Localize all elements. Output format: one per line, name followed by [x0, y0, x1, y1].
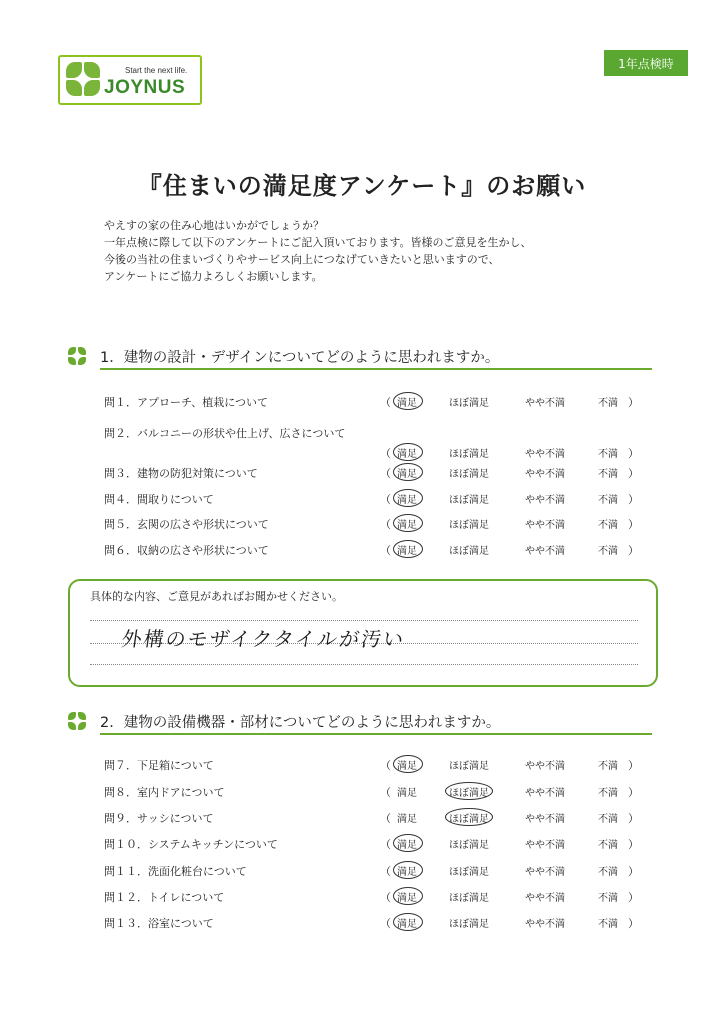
question-label: 問６．収納の広さや形状について: [104, 544, 269, 557]
question-label: 問１０．システムキッチンについて: [104, 838, 278, 851]
paren-open: （: [380, 838, 391, 851]
option-somewhat-dissatisfied[interactable]: やや不満: [525, 495, 565, 506]
intro-line: アンケートにご協力よろしくお願いします。: [104, 270, 323, 283]
paren-open: （: [380, 812, 391, 825]
intro-line: 一年点検に際して以下のアンケートにご記入頂いております。皆様のご意見を生かし、: [104, 236, 532, 249]
answer-circle-mark: [393, 834, 423, 852]
option-somewhat-dissatisfied[interactable]: やや不満: [525, 449, 565, 460]
intro-line: やえすの家の住み心地はいかがでしょうか？: [104, 219, 324, 232]
paren-close: ）: [628, 396, 639, 409]
option-mostly-satisfied[interactable]: ほぼ満足: [449, 919, 489, 930]
option-satisfied[interactable]: 満足: [397, 919, 417, 930]
question-row: [104, 889, 644, 907]
handwritten-comment: 外構のモザイクタイルが汚い: [120, 627, 407, 651]
section2-title: 2．建物の設備機器・部材についてどのように思われますか。: [100, 714, 501, 731]
option-satisfied[interactable]: 満足: [397, 761, 417, 772]
option-dissatisfied[interactable]: 不満: [598, 546, 618, 557]
question-row: [104, 542, 644, 560]
question-label: 問８．室内ドアについて: [104, 786, 225, 799]
comment-line: [90, 664, 638, 665]
section1-title: 1．建物の設計・デザインについてどのように思われますか。: [100, 349, 500, 366]
paren-open: （: [380, 917, 391, 930]
option-mostly-satisfied[interactable]: ほぼ満足: [449, 398, 489, 409]
answer-circle-mark: [393, 463, 423, 481]
option-dissatisfied[interactable]: 不満: [598, 398, 618, 409]
option-somewhat-dissatisfied[interactable]: やや不満: [525, 469, 565, 480]
option-somewhat-dissatisfied[interactable]: やや不満: [525, 919, 565, 930]
question-label: 問１３．浴室について: [104, 917, 214, 930]
option-satisfied[interactable]: 満足: [397, 546, 417, 557]
option-dissatisfied[interactable]: 不満: [598, 495, 618, 506]
option-satisfied[interactable]: 満足: [397, 788, 417, 799]
section1-divider: [100, 368, 652, 370]
answer-circle-mark: [393, 887, 423, 905]
option-satisfied[interactable]: 満足: [397, 867, 417, 878]
option-dissatisfied[interactable]: 不満: [598, 919, 618, 930]
comment-prompt: 具体的な内容、ご意見があればお聞かせください。: [90, 590, 343, 603]
option-mostly-satisfied[interactable]: ほぼ満足: [449, 867, 489, 878]
option-dissatisfied[interactable]: 不満: [598, 867, 618, 878]
option-mostly-satisfied[interactable]: ほぼ満足: [449, 893, 489, 904]
question-row: [104, 427, 644, 463]
option-somewhat-dissatisfied[interactable]: やや不満: [525, 788, 565, 799]
question-label: 問１１．洗面化粧台について: [104, 865, 247, 878]
clover-leaf-icon: [66, 62, 82, 78]
paren-close: ）: [628, 786, 639, 799]
option-somewhat-dissatisfied[interactable]: やや不満: [525, 761, 565, 772]
option-mostly-satisfied[interactable]: ほぼ満足: [449, 788, 489, 799]
paren-open: （: [380, 396, 391, 409]
answer-circle-mark: [393, 392, 423, 410]
option-satisfied[interactable]: 満足: [397, 893, 417, 904]
logo-brand: JOYNUS: [104, 77, 186, 98]
answer-circle-mark: [393, 755, 423, 773]
option-somewhat-dissatisfied[interactable]: やや不満: [525, 893, 565, 904]
answer-circle-mark: [393, 489, 423, 507]
option-somewhat-dissatisfied[interactable]: やや不満: [525, 520, 565, 531]
question-row: [104, 491, 644, 509]
question-row: [104, 757, 644, 775]
answer-circle-mark: [445, 808, 493, 826]
logo-tagline: Start the next life.: [125, 66, 188, 75]
question-label: 問９．サッシについて: [104, 812, 214, 825]
section2-divider: [100, 733, 652, 735]
paren-close: ）: [628, 812, 639, 825]
section2-heading: [68, 711, 500, 731]
question-row: [104, 516, 644, 534]
option-mostly-satisfied[interactable]: ほぼ満足: [449, 546, 489, 557]
question-label: 問５．玄関の広さや形状について: [104, 518, 269, 531]
question-row: [104, 465, 644, 483]
paren-open: （: [380, 467, 391, 480]
option-dissatisfied[interactable]: 不満: [598, 814, 618, 825]
option-mostly-satisfied[interactable]: ほぼ満足: [449, 840, 489, 851]
option-satisfied[interactable]: 満足: [397, 814, 417, 825]
inspection-badge: 1年点検時: [604, 50, 688, 76]
option-satisfied[interactable]: 満足: [397, 449, 417, 460]
paren-close: ）: [628, 759, 639, 772]
clover-leaf-icon: [66, 80, 82, 96]
paren-close: ）: [628, 447, 639, 460]
question-label: 問４．間取りについて: [104, 493, 214, 506]
question-label: 問１．アプローチ、植栽について: [104, 396, 269, 409]
question-row: [104, 915, 644, 933]
paren-close: ）: [628, 493, 639, 506]
paren-open: （: [380, 786, 391, 799]
page-title: 『住まいの満足度アンケート』のお願い: [137, 172, 587, 200]
answer-circle-mark: [393, 443, 423, 461]
answer-circle-mark: [445, 782, 493, 800]
option-somewhat-dissatisfied[interactable]: やや不満: [525, 398, 565, 409]
option-mostly-satisfied[interactable]: ほぼ満足: [449, 449, 489, 460]
option-dissatisfied[interactable]: 不満: [598, 761, 618, 772]
comment-line: [90, 620, 638, 621]
option-satisfied[interactable]: 満足: [397, 840, 417, 851]
question-label: 問３．建物の防犯対策について: [104, 467, 258, 480]
paren-close: ）: [628, 518, 639, 531]
intro-line: 今後の当社の住まいづくりやサービス向上につなげていきたいと思いますので、: [104, 253, 500, 266]
option-satisfied[interactable]: 満足: [397, 495, 417, 506]
question-row: [104, 810, 644, 828]
paren-close: ）: [628, 544, 639, 557]
paren-close: ）: [628, 838, 639, 851]
paren-open: （: [380, 759, 391, 772]
paren-open: （: [380, 493, 391, 506]
answer-circle-mark: [393, 540, 423, 558]
option-somewhat-dissatisfied[interactable]: やや不満: [525, 546, 565, 557]
option-dissatisfied[interactable]: 不満: [598, 788, 618, 799]
question-row: [104, 394, 644, 412]
option-dissatisfied[interactable]: 不満: [598, 520, 618, 531]
paren-close: ）: [628, 891, 639, 904]
joynus-logo: [58, 55, 202, 105]
clover-leaf-icon: [84, 62, 100, 78]
question-row: [104, 784, 644, 802]
question-label: 問１２．トイレについて: [104, 891, 225, 904]
option-somewhat-dissatisfied[interactable]: やや不満: [525, 840, 565, 851]
question-row: [104, 863, 644, 881]
intro-text: [104, 217, 531, 285]
option-satisfied[interactable]: 満足: [397, 398, 417, 409]
option-mostly-satisfied[interactable]: ほぼ満足: [449, 520, 489, 531]
option-somewhat-dissatisfied[interactable]: やや不満: [525, 867, 565, 878]
question-row: [104, 836, 644, 854]
option-somewhat-dissatisfied[interactable]: やや不満: [525, 814, 565, 825]
clover-icon: [68, 712, 86, 730]
option-satisfied[interactable]: 満足: [397, 520, 417, 531]
question-label: 問７．下足箱について: [104, 759, 214, 772]
answer-circle-mark: [393, 514, 423, 532]
paren-close: ）: [628, 467, 639, 480]
option-mostly-satisfied[interactable]: ほぼ満足: [449, 761, 489, 772]
option-dissatisfied[interactable]: 不満: [598, 469, 618, 480]
paren-close: ）: [628, 917, 639, 930]
paren-close: ）: [628, 865, 639, 878]
clover-leaf-icon: [84, 80, 100, 96]
option-dissatisfied[interactable]: 不満: [598, 840, 618, 851]
paren-open: （: [380, 544, 391, 557]
option-satisfied[interactable]: 満足: [397, 469, 417, 480]
answer-circle-mark: [393, 861, 423, 879]
question-label: 問２．バルコニーの形状や仕上げ、広さについて: [104, 427, 346, 440]
paren-open: （: [380, 891, 391, 904]
paren-open: （: [380, 447, 391, 460]
answer-circle-mark: [393, 913, 423, 931]
paren-open: （: [380, 865, 391, 878]
option-dissatisfied[interactable]: 不満: [598, 449, 618, 460]
option-dissatisfied[interactable]: 不満: [598, 893, 618, 904]
section1-heading: [68, 346, 499, 366]
paren-open: （: [380, 518, 391, 531]
option-mostly-satisfied[interactable]: ほぼ満足: [449, 814, 489, 825]
option-mostly-satisfied[interactable]: ほぼ満足: [449, 495, 489, 506]
clover-icon: [68, 347, 86, 365]
option-mostly-satisfied[interactable]: ほぼ満足: [449, 469, 489, 480]
